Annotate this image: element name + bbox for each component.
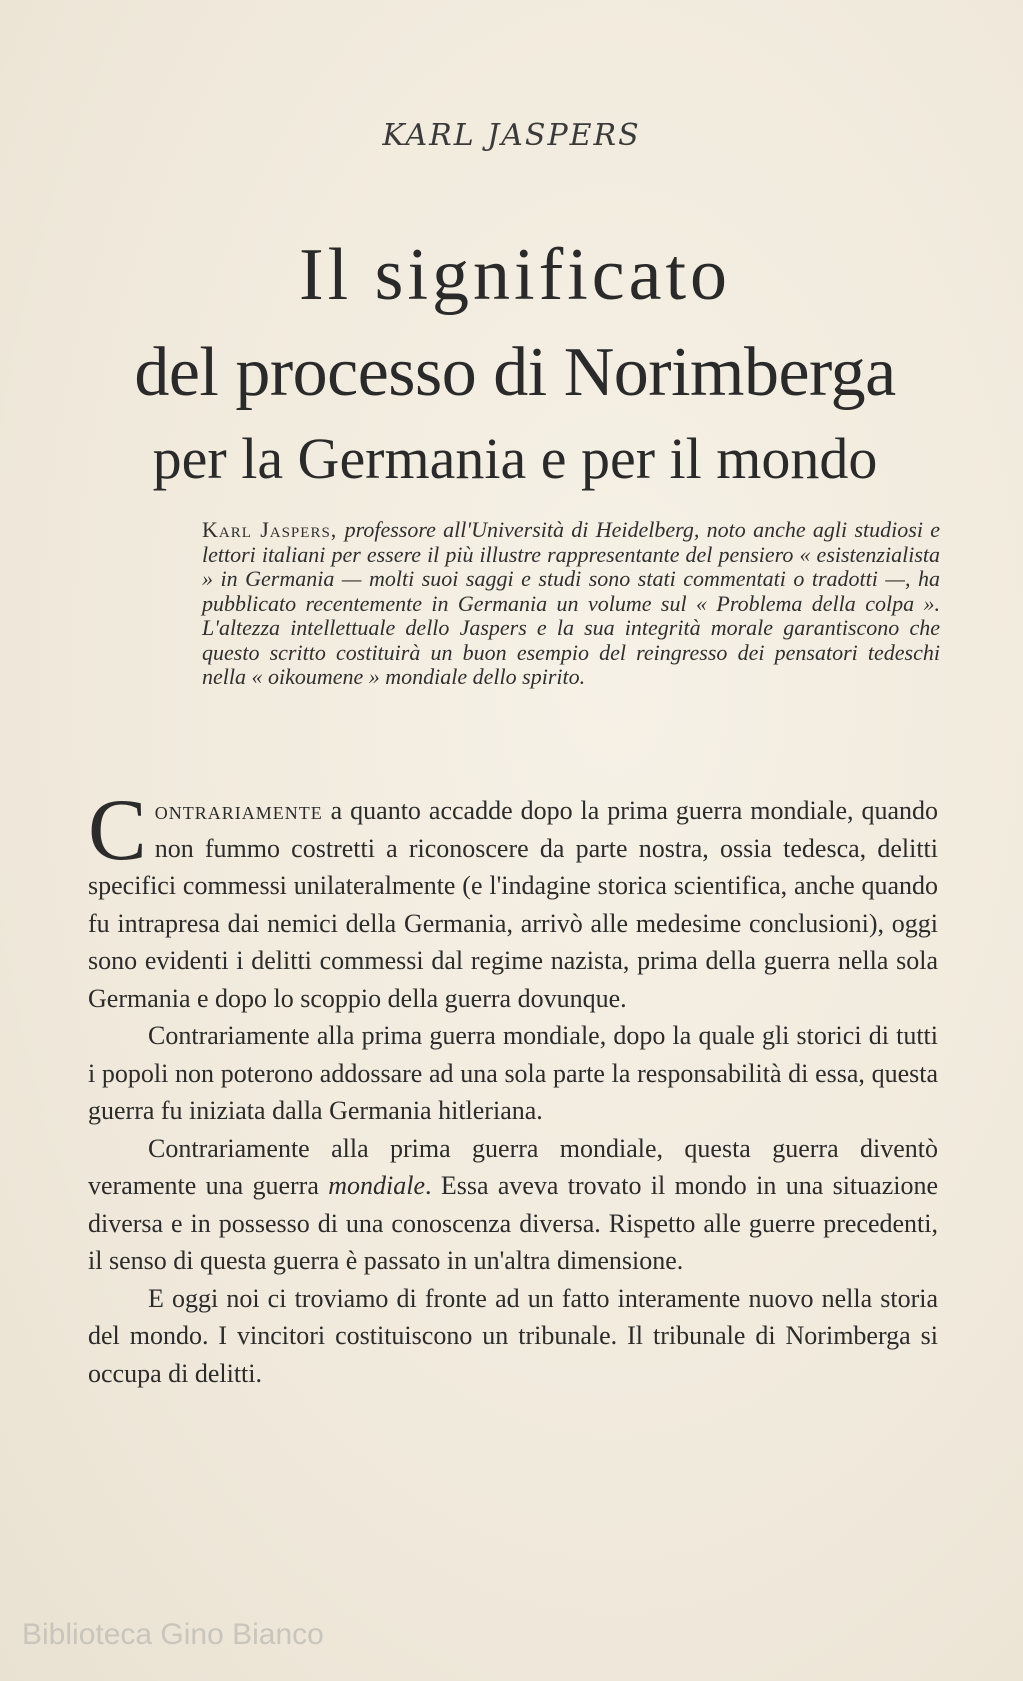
abstract-text: professore all'Università di Heidelberg, noto anche agli studiosi e lettori italiani per essere il più illustre rappresentante del pensiero « esistenzialista » in Germania — molti suoi saggi e studi sono stati commentati o tradotti —, ha pubblicato recentemente in Germania un volume sul « Problema della colpa ». L'altezza intellettuale dello Jaspers e la sua integrità morale garantiscono che questo scritto costituirà un buon esempio del reingresso dei pensatori tedeschi nella « oikoumene » mondiale dello spirito. bbox=[202, 517, 941, 689]
paragraph-3-italic: mondiale bbox=[328, 1171, 425, 1200]
drop-cap: C bbox=[88, 782, 147, 879]
paragraph-2: Contrariamente alla prima guerra mondiale, dopo la quale gli storici di tutti i popoli non poterono addossare ad una sola parte la responsabilità di essa, questa guerra fu iniziata dalla Germania hitleriana. bbox=[88, 1021, 938, 1125]
paragraph-1 bbox=[88, 782, 938, 1017]
article-body bbox=[88, 782, 938, 1392]
abstract-author-name: Karl Jaspers, bbox=[202, 517, 338, 542]
title-line-3: per la Germania e per il mondo bbox=[152, 426, 878, 491]
author-name: KARL JASPERS bbox=[382, 118, 641, 153]
paragraph-1-smallcaps: ontrariamente bbox=[154, 796, 323, 825]
title-line-2: del processo di Norimberga bbox=[134, 334, 896, 411]
library-watermark: Biblioteca Gino Bianco bbox=[22, 1618, 324, 1651]
paragraph-4: E oggi noi ci troviamo di fronte ad un fatto interamente nuovo nella storia del mondo. I vincitori costituiscono un tribunale. Il tribunale di Norimberga si occupa di delitti. bbox=[88, 1283, 938, 1388]
paragraph-3-text-b: . Essa aveva trovato il mondo in una situazione diversa e in possesso di una conoscenza diversa. Rispetto alle guerre precedenti, il senso di questa guerra è passato in un'altra dimensione. bbox=[88, 1171, 938, 1275]
title-line-1: Il significato bbox=[298, 234, 732, 316]
abstract bbox=[202, 518, 940, 690]
paragraph-3 bbox=[88, 1130, 938, 1280]
paragraph-3-text-a: Contrariamente alla prima guerra mondiale, questa guerra diventò veramente una guerra bbox=[88, 1133, 938, 1200]
paragraph-1-text: a quanto accadde dopo la prima guerra mondiale, quando non fummo costretti a riconoscere da parte nostra, ossia tedesca, delitti specifici commessi unilateralmente (e l'indagine storica scientifica, anche quando fu intrapresa dai nemici della Germania, arrivò alle medesime conclusioni), oggi sono evidenti i delitti commessi dal regime nazista, prima della guerra nella sola Germania e dopo lo scoppio della guerra dovunque. bbox=[88, 796, 938, 1013]
